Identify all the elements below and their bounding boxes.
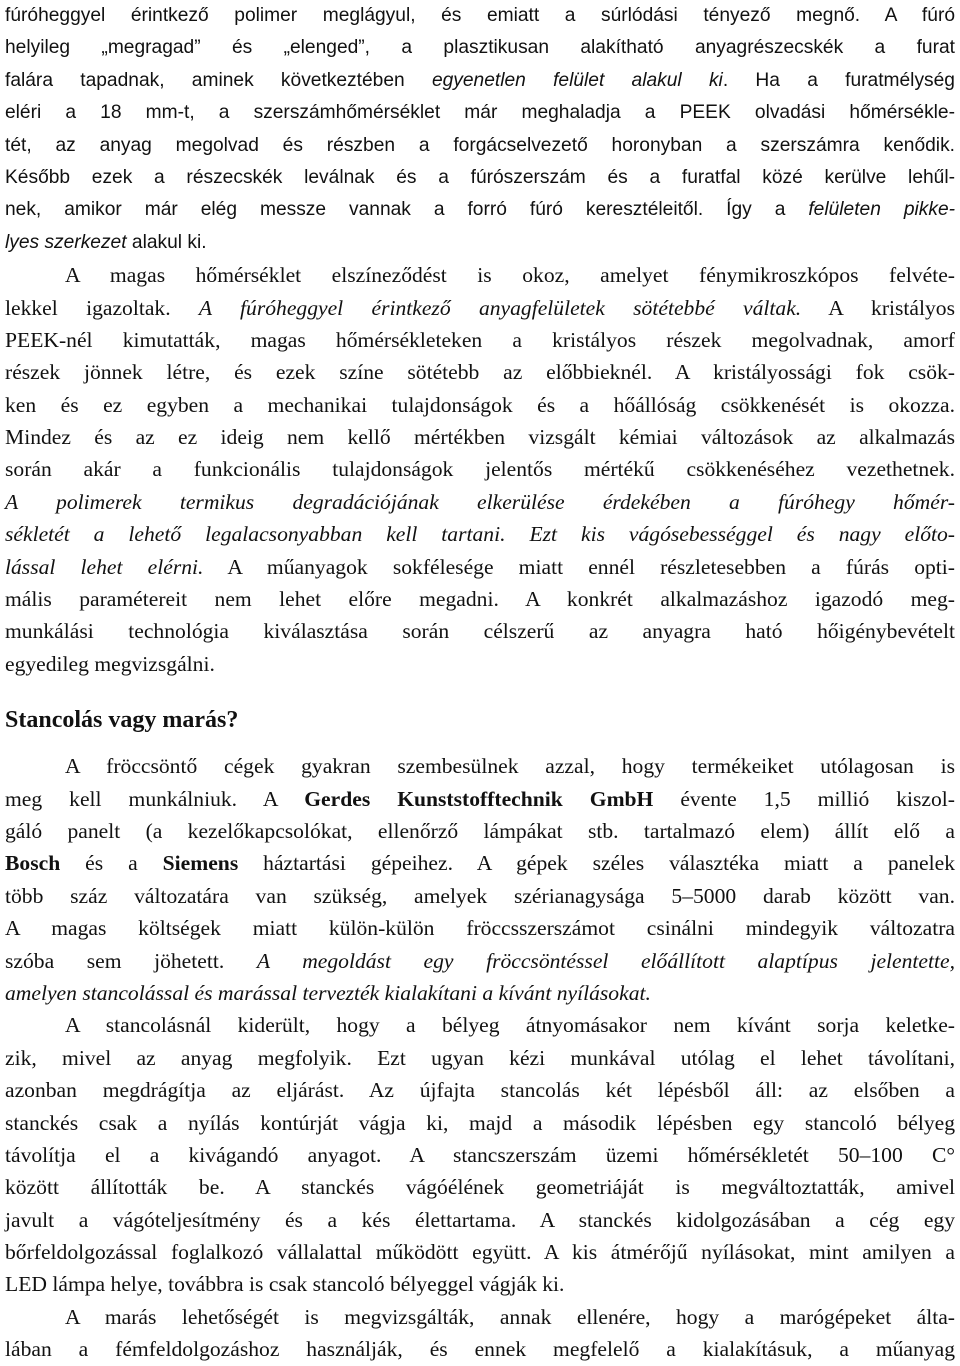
italic-text: sékletét a lehető legalacsonyabban kell tartani. Ezt kis vágósebességgel és nagy előto- <box>5 522 955 547</box>
text-run: azonban megdrágítja az eljárást. Az újfajta stancolás két lépésből áll: az elsőben a <box>5 1078 955 1103</box>
text-line <box>5 259 955 291</box>
text-line <box>5 648 955 680</box>
text-line <box>5 356 955 388</box>
text-line <box>5 0 955 32</box>
text-line <box>5 1042 955 1074</box>
text-run: A fröccsöntő cégek gyakran szembesülnek azzal, hogy termékeiket utólagosan is <box>65 754 955 779</box>
text-line <box>5 65 955 97</box>
text-run: tét, az anyag megolvad és részben a forgácselvezető horonyban a szerszámra kenődik. <box>5 134 955 156</box>
text-run: fúróheggyel érintkező polimer meglágyul, és emiatt a súrlódási tényező megnő. A fúró <box>5 5 955 26</box>
italic-text: felületen pikke- <box>808 199 956 221</box>
text-line <box>5 518 955 550</box>
text-run: nek, amikor már elég messze vannak a forró fúró keresztéleitől. Így a <box>5 199 809 221</box>
text-run: távolítja el a kivágandó anyagot. A stancszerszám üzemi hőmérsékletét 50–100 C° <box>5 1142 955 1167</box>
text-run: részek jönnek létre, és ezek színe sötétebb az előbbieknél. A kristályossági fok csök- <box>5 360 955 385</box>
text-run: bőrfeldolgozással foglalkozó vállalattal működött együtt. A kis átmérőjű nyílásokat, mint amilyen a <box>5 1240 955 1265</box>
text-line <box>5 945 955 977</box>
text-run: több száz változatára van szükség, amelyek szérianagysága 5–5000 darab között van. <box>5 883 955 908</box>
text-line <box>5 1333 955 1365</box>
italic-text: egyenetlen felület alakul ki <box>431 69 723 91</box>
text-run: zik, mivel az anyag megfolyik. Ezt ugyan kézi munkával utólag el lehet távolítani, <box>5 1045 955 1070</box>
bold-text: Bosch <box>5 851 61 876</box>
text-run: mális paramétereit nem lehet előre megadni. A konkrét alkalmazáshoz igazodó meg- <box>5 587 955 612</box>
text-line <box>5 162 955 194</box>
text-line <box>5 1009 955 1041</box>
paragraph-drilling-surface <box>5 0 955 259</box>
text-run: szóba sem jöhetett. <box>5 948 257 973</box>
text-run: . Ha a furatmélység <box>722 69 955 91</box>
text-line <box>5 977 955 1009</box>
text-line <box>5 815 955 847</box>
text-run: A stancolásnál kiderült, hogy a bélyeg átnyomásakor nem kívánt sorja keletke- <box>65 1013 955 1038</box>
text-run: évente 1,5 millió kiszol- <box>653 786 955 811</box>
paragraph-discoloration <box>5 259 955 680</box>
text-run: lában a fémfeldolgozáshoz használják, és ennek megfelelő a kialakításuk, a műanyag <box>5 1337 955 1362</box>
text-line <box>5 1107 955 1139</box>
text-line <box>5 1236 955 1268</box>
text-line <box>5 32 955 64</box>
text-run: lekkel igazoltak. <box>5 295 199 320</box>
text-line <box>5 227 955 259</box>
text-run: stanckés csak a nyílás kontúrját vágja ki, majd a második lépésben egy stancoló bélyeg <box>5 1110 955 1135</box>
text-line <box>5 912 955 944</box>
text-run: A műanyagok sokfélesége miatt ennél részletesebben a fúrás opti- <box>203 554 955 579</box>
text-line <box>5 324 955 356</box>
text-line <box>5 1074 955 1106</box>
text-run: meg kell munkálniuk. A <box>5 786 305 811</box>
text-line <box>5 847 955 879</box>
italic-text: A fúróheggyel érintkező anyagfelületek sötétebbé váltak. <box>198 295 802 320</box>
text-run: során akár a funkcionális tulajdonságok jelentős mértékű csökkenéséhez vezethetnek. <box>5 457 955 482</box>
text-run: és a <box>60 851 163 876</box>
text-line <box>5 583 955 615</box>
text-run: Később ezek a részecskék leválnak és a fúrószerszám és a furatfal közé kerülve lehűl- <box>5 166 955 188</box>
bold-text: Siemens <box>162 851 239 876</box>
text-run: Mindez és az ez ideig nem kellő mértékben vizsgált kémiai változások az alkalmazás <box>5 425 955 450</box>
text-run: eléri a 18 mm-t, a szerszámhőmérséklet már meghaladja a PEEK olvadási hőmérsékle- <box>5 102 955 124</box>
text-line <box>5 750 955 782</box>
text-run: A kristályos <box>801 295 955 320</box>
text-line <box>5 421 955 453</box>
text-run: javult a vágóteljesítmény és a kés élettartama. A stanckés kidolgozásában a cég egy <box>5 1207 955 1232</box>
text-line <box>5 1268 955 1300</box>
italic-text: lyes szerkezet <box>5 231 127 253</box>
bold-text: Gerdes Kunststofftechnik GmbH <box>304 786 654 811</box>
text-line <box>5 1139 955 1171</box>
text-run: ken és ez egyben a mechanikai tulajdonságok és a hőállóság csökkenését is okozza. <box>5 392 955 417</box>
text-run: alakul ki. <box>126 231 207 253</box>
text-run: egyedileg megvizsgálni. <box>5 651 215 676</box>
text-line <box>5 97 955 129</box>
text-run: falára tapadnak, aminek következtében <box>5 69 432 91</box>
text-line <box>5 292 955 324</box>
italic-text: lással lehet elérni. <box>5 554 204 579</box>
text-line <box>5 130 955 162</box>
text-line <box>5 615 955 647</box>
text-run: A magas hőmérséklet elszíneződést is okoz, amelyet fénymikroszkópos felvéte- <box>65 263 955 288</box>
italic-text: A megoldást egy fröccsöntéssel előállított alaptípus jelentette, <box>256 948 956 973</box>
text-run: PEEK-nél kimutatták, magas hőmérsékleteken a kristályos részek megolvadnak, amorf <box>5 327 955 352</box>
paragraph-milling <box>5 1301 955 1366</box>
text-run: helyileg „megragad” és „elenged”, a plasztikusan alakítható anyagrészecskék a furat <box>5 37 955 59</box>
text-run: gáló panelt (a kezelőkapcsolókat, ellenőrző lámpákat stb. tartalmazó elem) állít elő a <box>5 818 955 843</box>
document-page <box>5 0 955 1366</box>
text-line <box>5 1171 955 1203</box>
text-line <box>5 486 955 518</box>
text-run: munkálási technológia kiválasztása során célszerű az anyagra ható hőigénybevételt <box>5 619 955 644</box>
text-run: A marás lehetőségét is megvizsgálták, annak ellenére, hogy a marógépeket álta- <box>65 1304 955 1329</box>
text-run: háztartási gépeihez. A gépek széles választéka miatt a panelek <box>238 851 955 876</box>
italic-text: amelyen stancolással és marással tervezték kialakítani a kívánt nyílásokat. <box>5 980 651 1005</box>
paragraph-gerdes-intro <box>5 750 955 1009</box>
text-line <box>5 389 955 421</box>
text-run: között állították be. A stanckés vágóélének geometriáját is megváltoztatták, amivel <box>5 1175 955 1200</box>
italic-text: A polimerek termikus degradációjának elkerülése érdekében a fúróhegy hőmér- <box>5 489 955 514</box>
text-run: LED lámpa helye, továbbra is csak stancoló bélyeggel vágják ki. <box>5 1272 565 1297</box>
paragraph-stamping <box>5 1009 955 1301</box>
text-line <box>5 194 955 226</box>
section-heading: Stancolás vagy marás? <box>5 707 239 734</box>
text-line <box>5 1301 955 1333</box>
text-line <box>5 880 955 912</box>
text-line <box>5 1204 955 1236</box>
text-line <box>5 551 955 583</box>
text-line <box>5 783 955 815</box>
text-run: A magas költségek miatt külön-külön fröccsszerszámot csinálni mindegyik változatra <box>5 916 955 941</box>
text-line <box>5 453 955 485</box>
